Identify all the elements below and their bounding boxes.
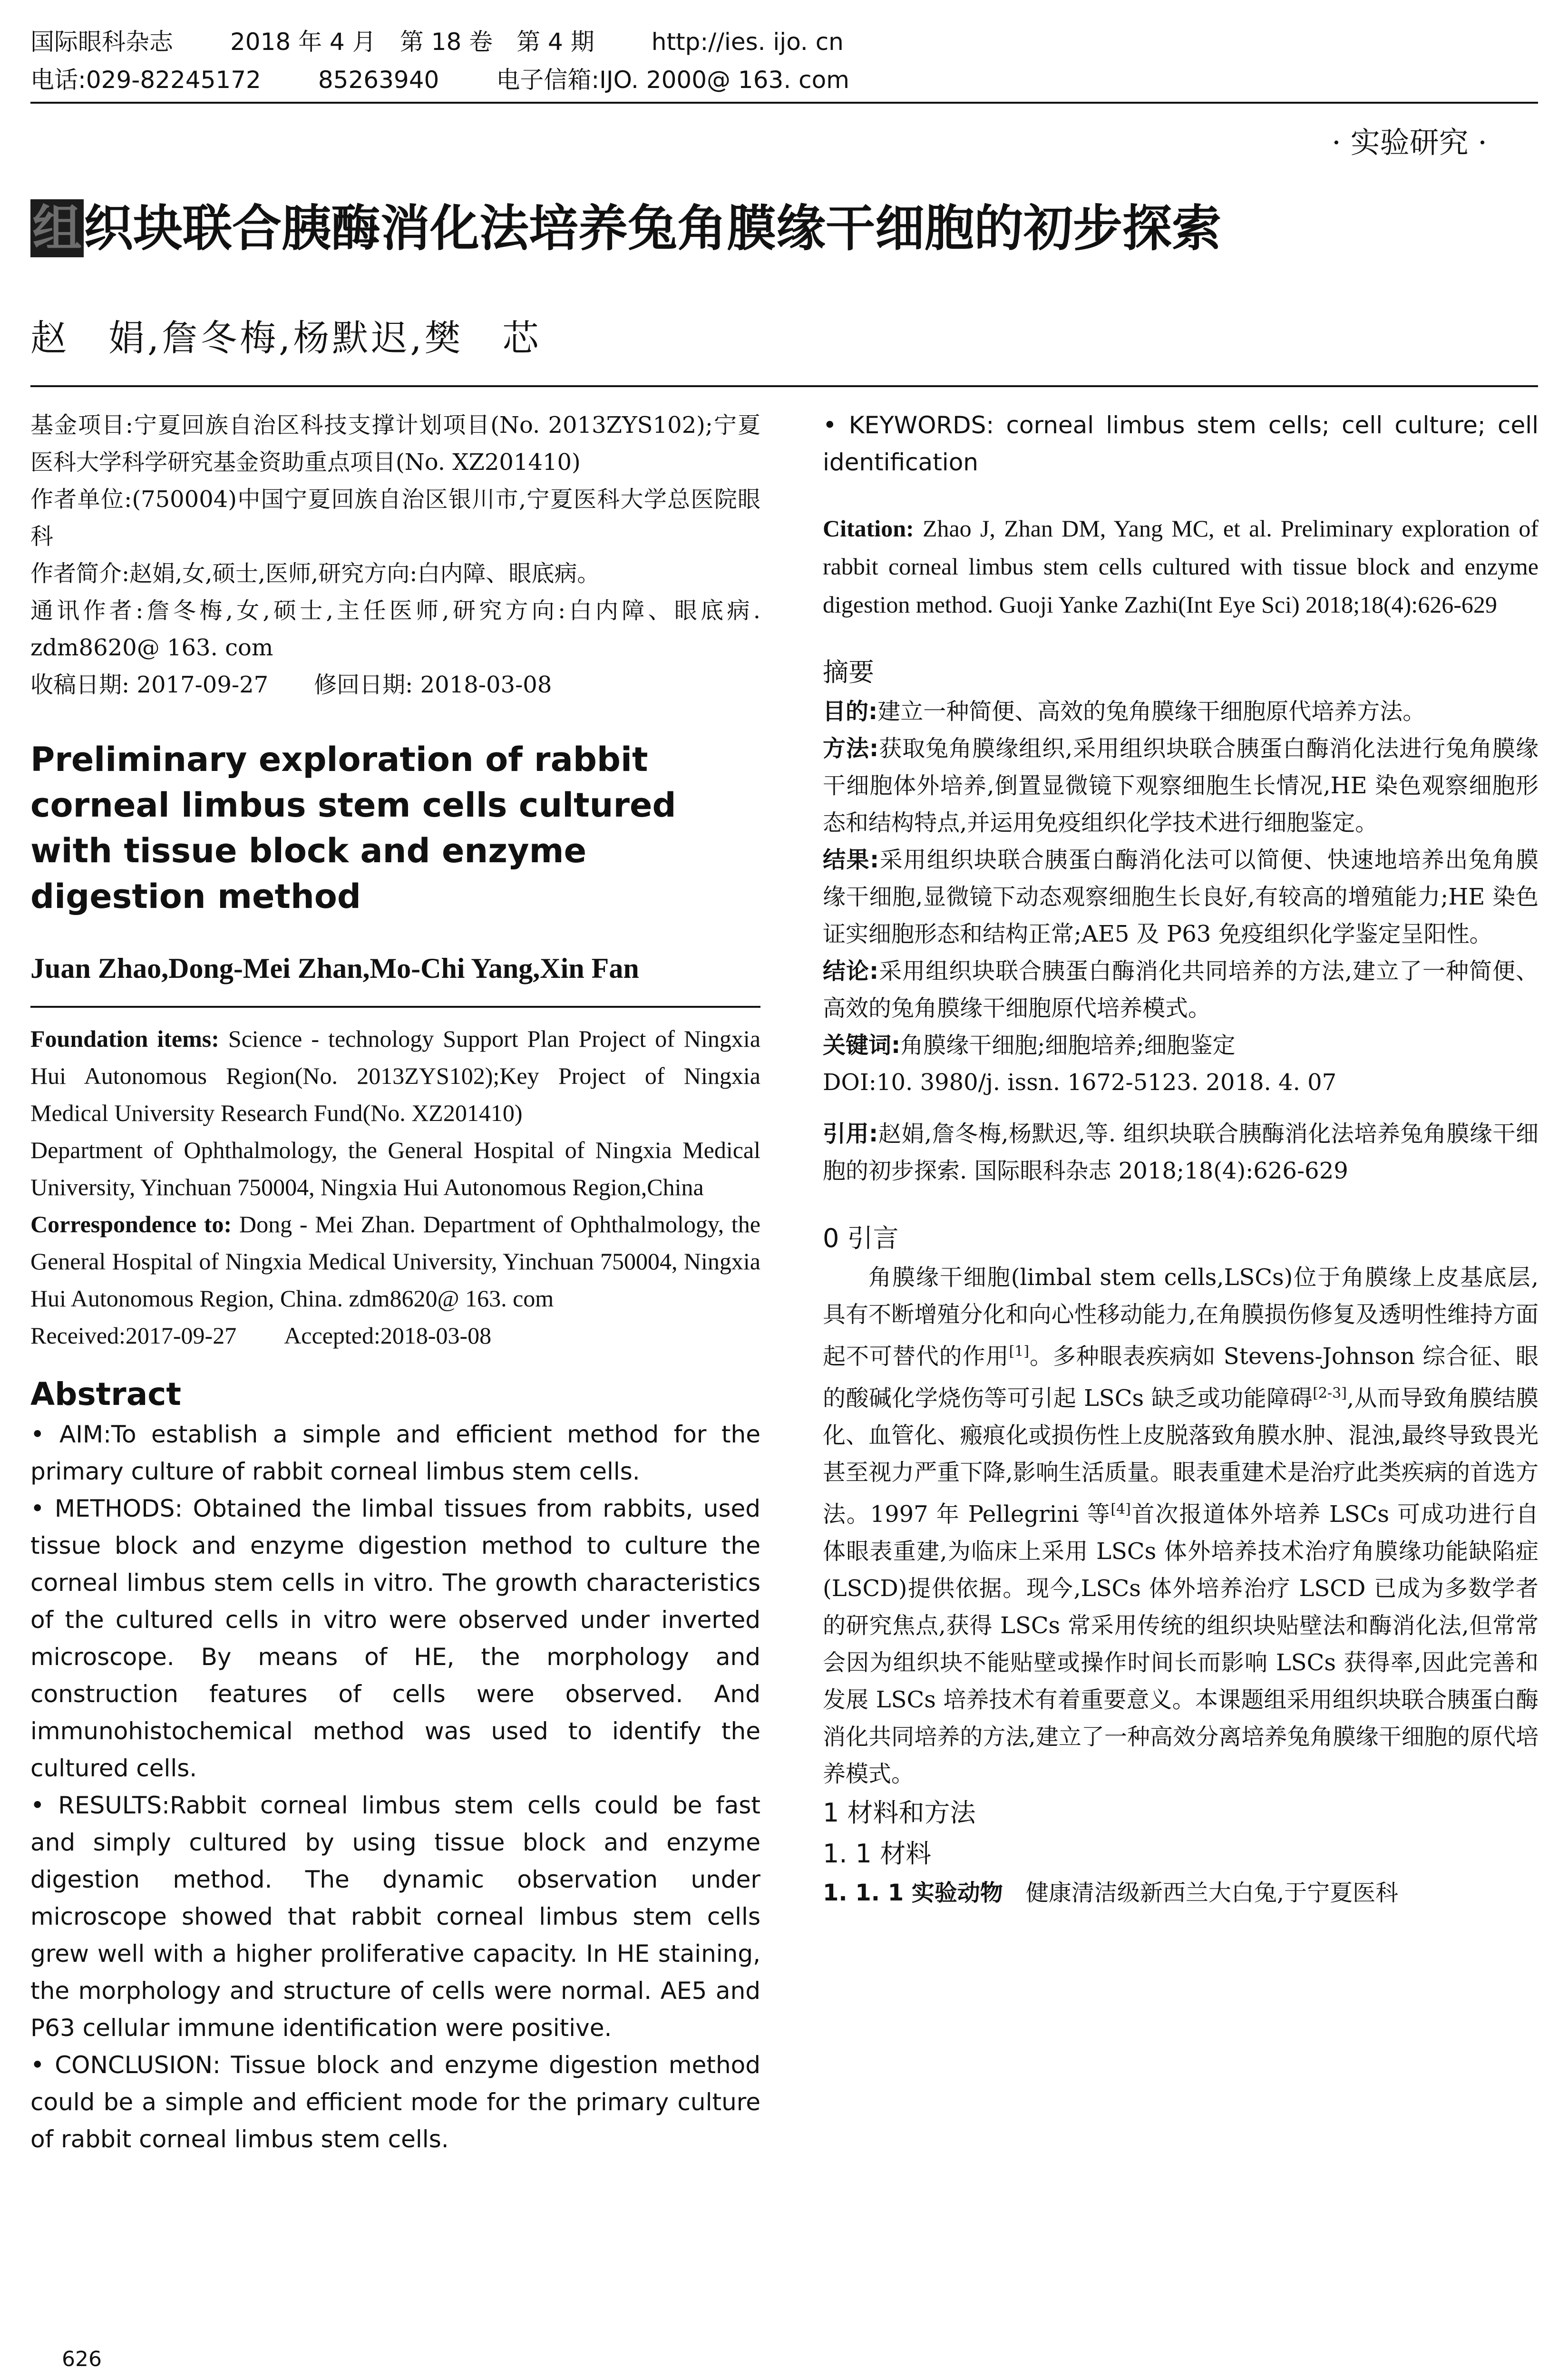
abstract-methods-cn [823, 730, 1539, 841]
page-number: 626 [62, 2347, 102, 2371]
author-unit: 作者单位:(750004)中国宁夏回族自治区银川市,宁夏医科大学总医院眼科 [30, 486, 760, 550]
section-1-1-1 [823, 1874, 1539, 1911]
ref-2: [2-3] [1313, 1385, 1347, 1402]
abstract-heading: Abstract [30, 1376, 181, 1413]
section-1-heading: 1 材料和方法 [823, 1798, 976, 1828]
journal-phone-2: 85263940 [318, 66, 439, 94]
issue-info: 2018 年 4 月 第 18 卷 第 4 期 [230, 28, 594, 56]
correspondence-en-text: Dong - Mei Zhan. Department of Ophthalmology, the General Hospital of Ningxia Medical University, Yinchuan 750004, Ningxia Hui Autonomous Region, China. zdm8620@ 163. com [30, 1211, 760, 1312]
english-title: Preliminary exploration of rabbit corneal limbus stem cells cultured with tissue block and enzyme digestion method [30, 740, 676, 916]
title-first-char: 组 [30, 199, 84, 257]
correspondence-en-label: Correspondence to: [30, 1211, 232, 1237]
citation-cn [823, 1115, 1539, 1189]
keywords-cn-label: 关键词: [823, 1032, 901, 1059]
department-en: Department of Ophthalmology, the General Hospital of Ningxia Medical University, Yinchuan 750004, Ningxia Hui Autonomous Region,China [30, 1137, 760, 1200]
received-dates-en: Received:2017-09-27 Accepted:2018-03-08 [30, 1322, 492, 1349]
correspondence-en [30, 1206, 760, 1317]
english-authors-rule [30, 1006, 760, 1008]
section-1-1-1-label: 1. 1. 1 实验动物 [823, 1880, 1003, 1906]
cite-cn-label: 引用: [823, 1120, 878, 1147]
right-column [823, 407, 1539, 1911]
conclusion-text: 采用组织块联合胰蛋白酶消化共同培养的方法,建立了一种简便、高效的兔角膜缘干细胞原代培养模式。 [823, 958, 1539, 1022]
results-text: 采用组织块联合胰蛋白酶消化法可以简便、快速地培养出兔角膜缘干细胞,显微镜下动态观察细胞生长良好,有较高的增殖能力;HE 染色证实细胞形态和结构正常;AE5 及 P63 免疫组织化学鉴定呈阳性。 [823, 847, 1539, 947]
abstract-results: • RESULTS:Rabbit corneal limbus stem cells could be fast and simply cultured by using tissue block and enzyme digestion method. The dynamic observation under microscope showed that rabbit corneal limbus stem cells grew well with a higher proliferative capacity. In HE staining, the morphology and structure of cells were normal. AE5 and P63 cellular immune identification were positive. [30, 1792, 760, 2042]
citation-en [823, 509, 1539, 623]
journal-header [30, 23, 1538, 99]
results-label: 结果: [823, 847, 879, 873]
foundation-cn: 基金项目:宁夏回族自治区科技支撑计划项目(No. 2013ZYS102);宁夏医科大学科学研究基金资助重点项目(No. XZ201410) [30, 412, 760, 476]
intro-part-d: 首次报道体外培养 LSCs 可成功进行自体眼表重建,为临床上采用 LSCs 体外培养技术治疗角膜缘功能缺陷症(LSCD)提供依据。现今,LSCs 体外培养治疗 LSCD 已成为多数学者的研究焦点,获得 LSCs 常采用传统的组织块贴壁法和酶消化法,但常常会因为组织块不能贴壁或操作时间长而影响 LSCs 获得率,因此完善和发展 LSCs 培养技术有着重要意义。本课题组采用组织块联合胰蛋白酶消化共同培养的方法,建立了一种高效分离培养兔角膜缘干细胞的原代培养模式。 [823, 1501, 1539, 1787]
abstract-heading-cn: 摘要 [823, 657, 874, 687]
abstract-conclusion-cn [823, 953, 1539, 1027]
section-1-1-heading: 1. 1 材料 [823, 1839, 932, 1869]
section-1-1-1-text: 健康清洁级新西兰大白兔,于宁夏医科 [1003, 1880, 1399, 1906]
cite-cn-text: 赵娟,詹冬梅,杨默迟,等. 组织块联合胰酶消化法培养兔角膜缘干细胞的初步探索. 国际眼科杂志 2018;18(4):626-629 [823, 1120, 1539, 1184]
abstract-conclusion: • CONCLUSION: Tissue block and enzyme digestion method could be a simple and efficient mode for the primary culture of rabbit corneal limbus stem cells. [30, 2051, 760, 2153]
keywords-cn [823, 1027, 1539, 1064]
intro-part-b: 。多种眼表疾病如 Stevens-Johnson 综合征、眼的酸碱化学烧伤等可引起 LSCs 缺乏或功能障碍 [823, 1343, 1539, 1412]
methods-label: 方法: [823, 735, 879, 762]
header-rule [30, 102, 1538, 104]
received-dates-cn: 收稿日期: 2017-09-27 修回日期: 2018-03-08 [30, 672, 552, 698]
keywords-en: • KEYWORDS: corneal limbus stem cells; cell culture; cell identification [823, 411, 1539, 476]
intro-part-a: 角膜缘干细胞(limbal stem cells,LSCs)位于角膜缘上皮基底层,具有不断增殖分化和向心性移动能力,在角膜损伤修复及透明性维持方面起不可替代的作用 [823, 1264, 1539, 1370]
ref-1: [1] [1009, 1343, 1030, 1360]
aim-label: 目的: [823, 698, 878, 725]
section-tag: · 实验研究 · [1332, 125, 1487, 160]
conclusion-label: 结论: [823, 958, 879, 984]
citation-label: Citation: [823, 515, 914, 542]
keywords-cn-text: 角膜缘干细胞;细胞培养;细胞鉴定 [900, 1032, 1236, 1059]
journal-name: 国际眼科杂志 [30, 28, 173, 56]
left-column [30, 407, 760, 2158]
aim-text: 建立一种简便、高效的兔角膜缘干细胞原代培养方法。 [877, 698, 1426, 725]
methods-text: 获取兔角膜缘组织,采用组织块联合胰蛋白酶消化法进行兔角膜缘干细胞体外培养,倒置显微镜下观察细胞生长情况,HE 染色观察细胞形态和结构特点,并运用免疫组织化学技术进行细胞鉴定。 [823, 735, 1539, 836]
ref-3: [4] [1110, 1501, 1131, 1518]
article-title [30, 197, 1538, 259]
authors-rule [30, 385, 1538, 387]
author-bio: 作者简介:赵娟,女,硕士,医师,研究方向:白内障、眼底病。 [30, 560, 600, 587]
journal-phone: 电话:029-82245172 [30, 66, 261, 94]
title-rest: 织块联合胰酶消化法培养兔角膜缘干细胞的初步探索 [84, 199, 1222, 257]
abstract-methods: • METHODS: Obtained the limbal tissues from rabbits, used tissue block and enzyme digestion method to culture the corneal limbus stem cells in vitro. The growth characteristics of the cultured cells in vitro were observed under inverted microscope. By means of HE, the morphology and construction features of cells were observed. And immunohistochemical method was used to identify the cultured cells. [30, 1495, 760, 1782]
foundation-en-label: Foundation items: [30, 1025, 219, 1052]
foundation-en [30, 1020, 760, 1131]
intro-heading: 0 引言 [823, 1223, 899, 1253]
english-authors: Juan Zhao,Dong-Mei Zhan,Mo-Chi Yang,Xin Fan [30, 953, 639, 984]
authors-cn: 赵 娟,詹冬梅,杨默迟,樊 芯 [30, 317, 542, 359]
abstract-aim-cn [823, 693, 1539, 730]
intro-part-c: ,从而导致角膜结膜化、血管化、瘢痕化或损伤性上皮脱落致角膜水肿、混浊,最终导致畏光甚至视力严重下降,影响生活质量。眼表重建术是治疗此类疾病的首选方法。1997 年 Pellegrini 等 [823, 1385, 1539, 1528]
corresponding-author: 通讯作者:詹冬梅,女,硕士,主任医师,研究方向:白内障、眼底病. zdm8620@ 163. com [30, 597, 760, 661]
abstract-results-cn [823, 841, 1539, 953]
abstract-aim: • AIM:To establish a simple and efficient method for the primary culture of rabbit corneal limbus stem cells. [30, 1421, 760, 1485]
foundation-en-text: Science - technology Support Plan Project of Ningxia Hui Autonomous Region(No. 2013ZYS102);Key Project of Ningxia Medical University Research Fund(No. XZ201410) [30, 1025, 761, 1126]
journal-email[interactable]: 电子信箱:IJO. 2000@ 163. com [496, 66, 849, 94]
intro-paragraph [823, 1259, 1539, 1792]
citation-text: Zhao J, Zhan DM, Yang MC, et al. Preliminary exploration of rabbit corneal limbus stem cells cultured with tissue block and enzyme digestion method. Guoji Yanke Zazhi(Int Eye Sci) 2018;18(4):626-629 [823, 515, 1539, 618]
doi[interactable]: DOI:10. 3980/j. issn. 1672-5123. 2018. 4. 07 [823, 1069, 1337, 1096]
journal-url[interactable]: http://ies. ijo. cn [651, 28, 844, 56]
